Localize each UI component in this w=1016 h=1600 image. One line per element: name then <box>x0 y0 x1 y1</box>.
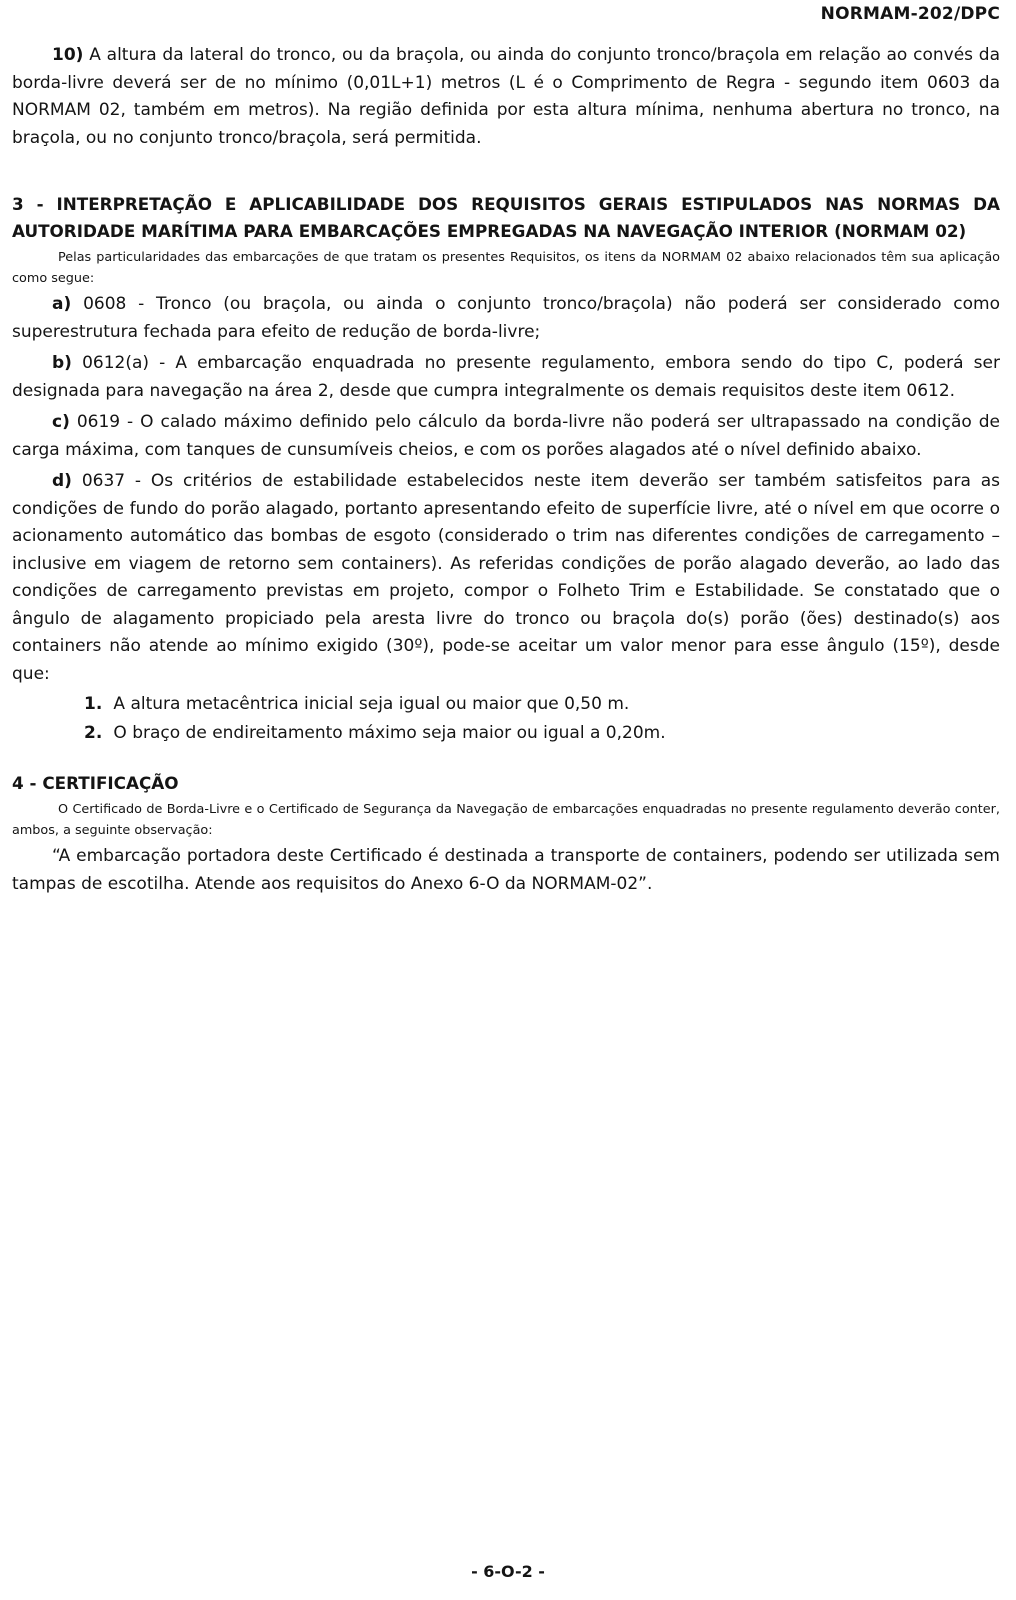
list-item <box>12 690 1000 719</box>
item-c-paragraph <box>12 409 1000 464</box>
criteria-list <box>12 690 1000 748</box>
item-c-label: c) <box>52 412 70 432</box>
item-b-text: 0612(a) - A embarcação enquadrada no presente regulamento, embora sendo do tipo C, poderá ser designada para navegação na área 2, desde que cumpra integralmente os demais requisitos deste item 0612. <box>12 353 1000 401</box>
item-d-paragraph <box>12 468 1000 688</box>
page-content <box>12 42 1000 898</box>
item-a-label: a) <box>52 294 72 314</box>
section-4-heading: 4 - CERTIFICAÇÃO <box>12 773 179 793</box>
item-b-label: b) <box>52 353 72 373</box>
item-10-text: A altura da lateral do tronco, ou da braçola, ou ainda do conjunto tronco/braçola em relação ao convés da borda-livre deverá ser de no mínimo (0,01L+1) metros (L é o Comprimento de Regra - segundo item 0603 da NORMAM 02, também em metros). Na região definida por esta altura mínima, nenhuma abertura no tronco, na braçola, ou no conjunto tronco/braçola, será permitida. <box>12 45 1001 148</box>
list-item-text: A altura metacêntrica inicial seja igual ou maior que 0,50 m. <box>113 694 630 714</box>
page-number: - 6-O-2 - <box>471 1562 545 1581</box>
list-item <box>12 719 1000 748</box>
item-10-label: 10) <box>52 45 84 65</box>
item-b-paragraph <box>12 350 1000 405</box>
section-3-heading: 3 - INTERPRETAÇÃO E APLICABILIDADE DOS REQUISITOS GERAIS ESTIPULADOS NAS NORMAS DA AUTORIDADE MARÍTIMA PARA EMBARCAÇÕES EMPREGADAS NA NAVEGAÇÃO INTERIOR (NORMAM 02) <box>12 194 1000 241</box>
item-d-label: d) <box>52 471 72 491</box>
item-d-text: 0637 - Os critérios de estabilidade estabelecidos neste item deverão ser também satisfeitos para as condições de fundo do porão alagado, portanto apresentando efeito de superfície livre, até o nível em que ocorre o acionamento automático das bombas de esgoto (considerado o trim nas diferentes condições de carregamento – inclusive em viagem de retorno sem containers). As referidas condições de porão alagado deverão, ao lado das condições de carregamento previstas em projeto, compor o Folheto Trim e Estabilidade. Se constatado que o ângulo de alagamento propiciado pela aresta livre do tronco ou braçola do(s) porão (ões) destinado(s) aos containers não atende ao mínimo exigido (30º), pode-se aceitar um valor menor para esse ângulo (15º), desde que: <box>12 471 1001 684</box>
document-code-header: NORMAM-202/DPC <box>820 4 1000 24</box>
section-3-intro: Pelas particularidades das embarcações de que tratam os presentes Requisitos, os itens da NORMAM 02 abaixo relacionados têm sua aplicação como segue: <box>12 250 1000 286</box>
item-a-text: 0608 - Tronco (ou braçola, ou ainda o conjunto tronco/braçola) não poderá ser considerado como superestrutura fechada para efeito de redução de borda-livre; <box>12 294 1001 342</box>
list-item-text: O braço de endireitamento máximo seja maior ou igual a 0,20m. <box>113 723 666 743</box>
list-item-number: 2. <box>84 723 103 743</box>
item-10-paragraph <box>12 42 1000 152</box>
item-a-paragraph <box>12 291 1000 346</box>
section-4-intro: O Certificado de Borda-Livre e o Certificado de Segurança da Navegação de embarcações enquadradas no presente regulamento deverão conter, ambos, a seguinte observação: <box>12 802 1000 838</box>
certificate-quote: “A embarcação portadora deste Certificado é destinada a transporte de containers, podendo ser utilizada sem tampas de escotilha. Atende aos requisitos do Anexo 6-O da NORMAM-02”. <box>12 846 1000 894</box>
list-item-number: 1. <box>84 694 103 714</box>
item-c-text: 0619 - O calado máximo definido pelo cálculo da borda-livre não poderá ser ultrapassado na condição de carga máxima, com tanques de cunsumíveis cheios, e com os porões alagados até o nível definido abaixo. <box>12 412 1000 460</box>
